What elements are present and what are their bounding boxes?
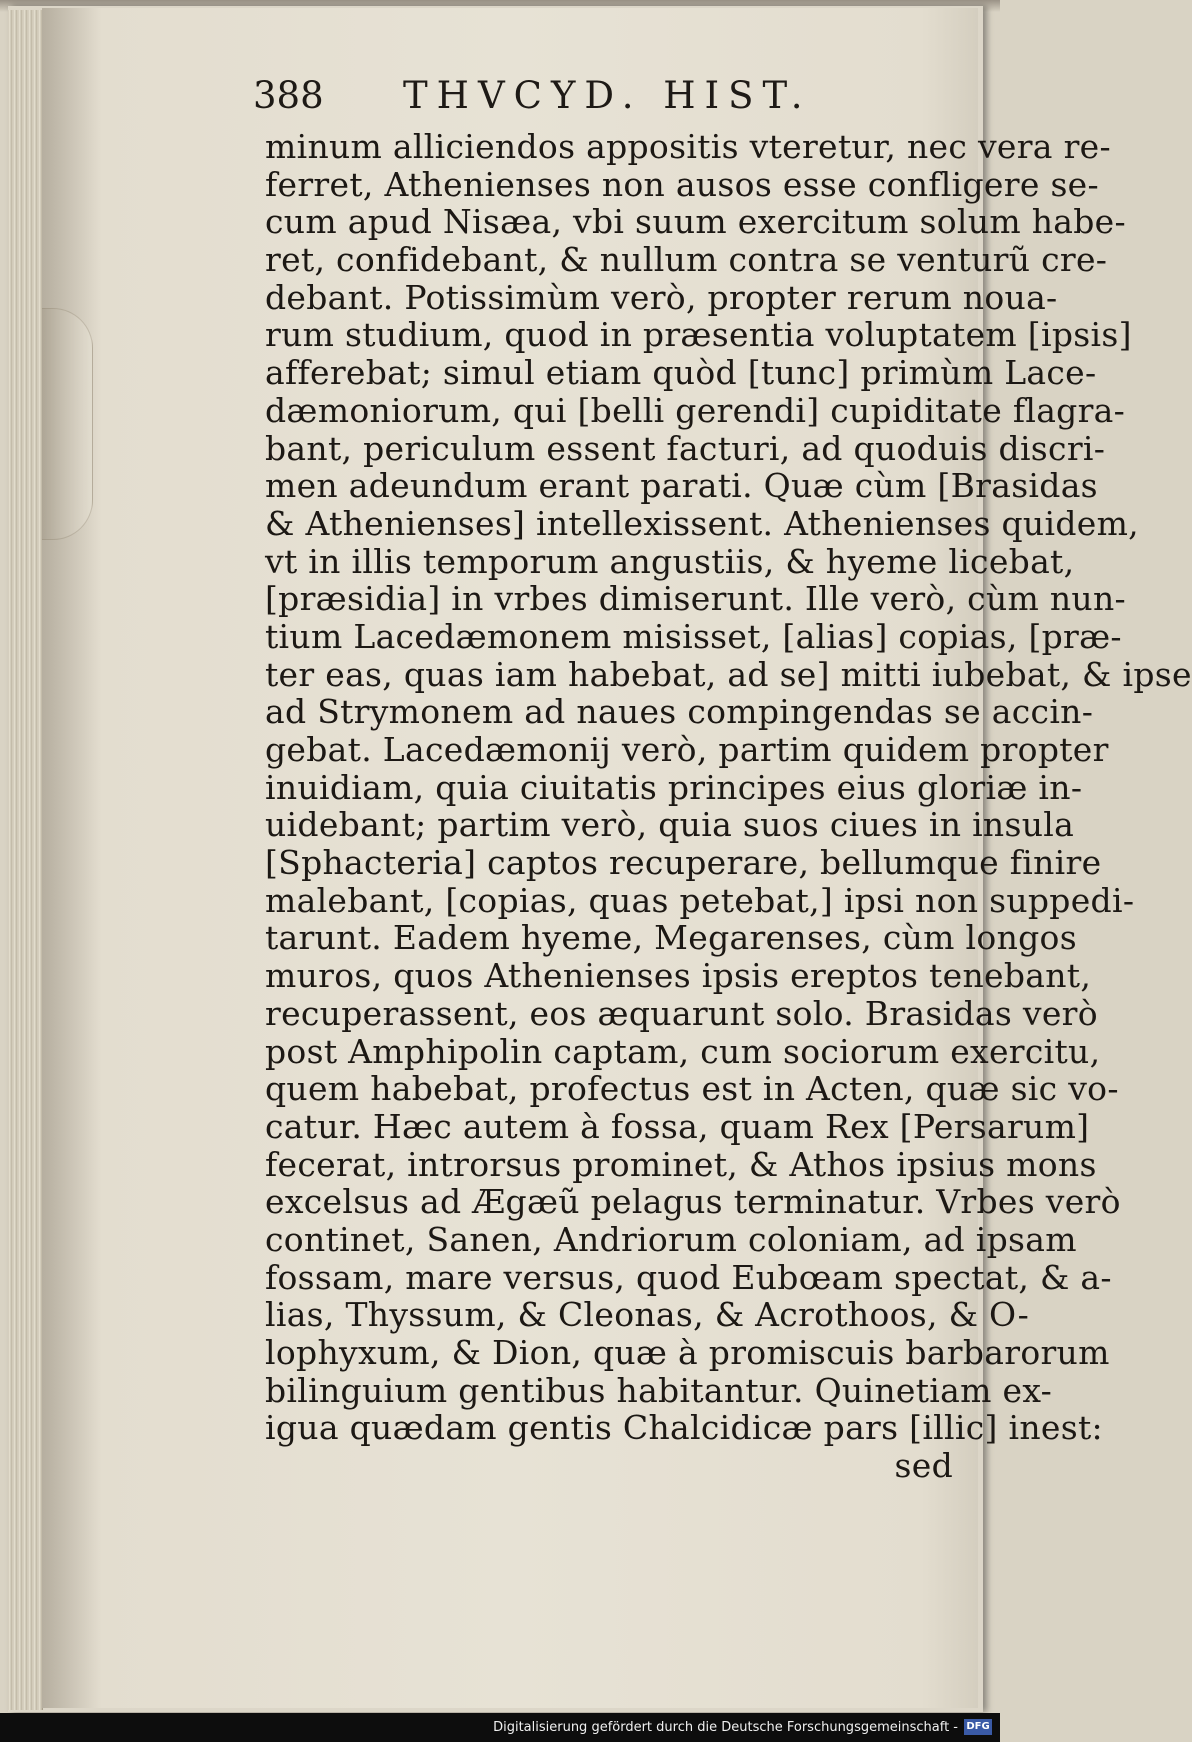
text-line: excelsus ad Ægæũ pelagus terminatur. Vrbes verò [265,1182,1121,1222]
text-line: post Amphipolin captam, cum sociorum exercitu, [265,1031,1101,1071]
text-line: afferebat; simul etiam quòd [tunc] primùm Lace- [265,353,1097,393]
text-line: fecerat, introrsus prominet, & Athos ipsius mons [265,1144,1097,1184]
text-line: ter eas, quas iam habebat, ad se] mitti iubebat, & ipse [265,654,1192,694]
gutter-shadow [42,8,102,1708]
text-line: inuidiam, quia ciuitatis principes eius gloriæ in- [265,767,1083,807]
text-line: bilinguium gentibus habitantur. Quinetiam ex- [265,1370,1053,1410]
text-line: ferret, Athenienses non ausos esse confligere se- [265,164,1099,204]
digitization-footer [0,1713,1000,1742]
text-line: cum apud Nisæa, vbi suum exercitum solum habe- [265,202,1126,242]
text-line: muros, quos Athenienses ipsis ereptos tenebant, [265,956,1092,996]
text-line: dæmoniorum, qui [belli gerendi] cupiditate flagra- [265,390,1126,430]
text-line: debant. Potissimùm verò, propter rerum noua- [265,277,1058,317]
text-line: catur. Hæc autem à fossa, quam Rex [Persarum] [265,1106,1090,1146]
text-line: [præsidia] in vrbes dimiserunt. Ille verò, cùm nun- [265,579,1126,619]
text-line: ad Strymonem ad naues compingendas se accin- [265,692,1094,732]
text-line: igua quædam gentis Chalcidicæ pars [illic] inest: [265,1408,1103,1448]
footer-credit: Digitalisierung gefördert durch die Deutsche Forschungsgemeinschaft - [493,1720,958,1735]
text-line: vt in illis temporum angustiis, & hyeme licebat, [265,541,1075,581]
text-line: tium Lacedæmonem misisset, [alias] copias, [præ- [265,616,1122,656]
text-line: rum studium, quod in præsentia voluptatem [ipsis] [265,315,1132,355]
text-line: uidebant; partim verò, quia suos ciues in insula [265,805,1075,845]
text-line: & Athenienses] intellexissent. Athenienses quidem, [265,503,1139,543]
text-line: minum alliciendos appositis vteretur, nec vera re- [265,127,1111,166]
text-line: continet, Sanen, Andriorum coloniam, ad ipsam [265,1219,1077,1259]
text-line: bant, periculum essent facturi, ad quoduis discri- [265,428,1106,468]
text-line: tarunt. Eadem hyeme, Megarenses, cùm longos [265,918,1077,958]
text-line: lophyxum, & Dion, quæ à promiscuis barbarorum [265,1333,1110,1372]
text-line: lias, Thyssum, & Cleonas, & Acrothoos, & O- [265,1295,1030,1335]
text-line: [Sphacteria] captos recuperare, bellumque finire [265,843,1102,883]
text-line: fossam, mare versus, quod Eubœam spectat, & a- [265,1257,1112,1297]
text-line: ret, confidebant, & nullum contra se venturũ cre- [265,240,1108,280]
running-title: THVCYD. HIST. [403,74,812,117]
text-line: quem habebat, profectus est in Acten, quæ sic vo- [265,1069,1119,1109]
running-header [253,74,873,126]
dfg-logo-icon: DFG [964,1719,992,1735]
body-text [265,127,1192,1486]
page-number: 388 [253,74,324,117]
text-line: recuperassent, eos æquarunt solo. Brasidas verò [265,993,1098,1033]
text-line: men adeundum erant parati. Quæ cùm [Brasidas [265,466,1098,506]
catchword: sed [894,1446,953,1486]
page-edges [8,10,43,1710]
text-line: malebant, [copias, quas petebat,] ipsi non suppedi- [265,880,1135,920]
text-line: gebat. Lacedæmonij verò, partim quidem propter [265,730,1109,769]
page-crease-mark [42,308,93,540]
